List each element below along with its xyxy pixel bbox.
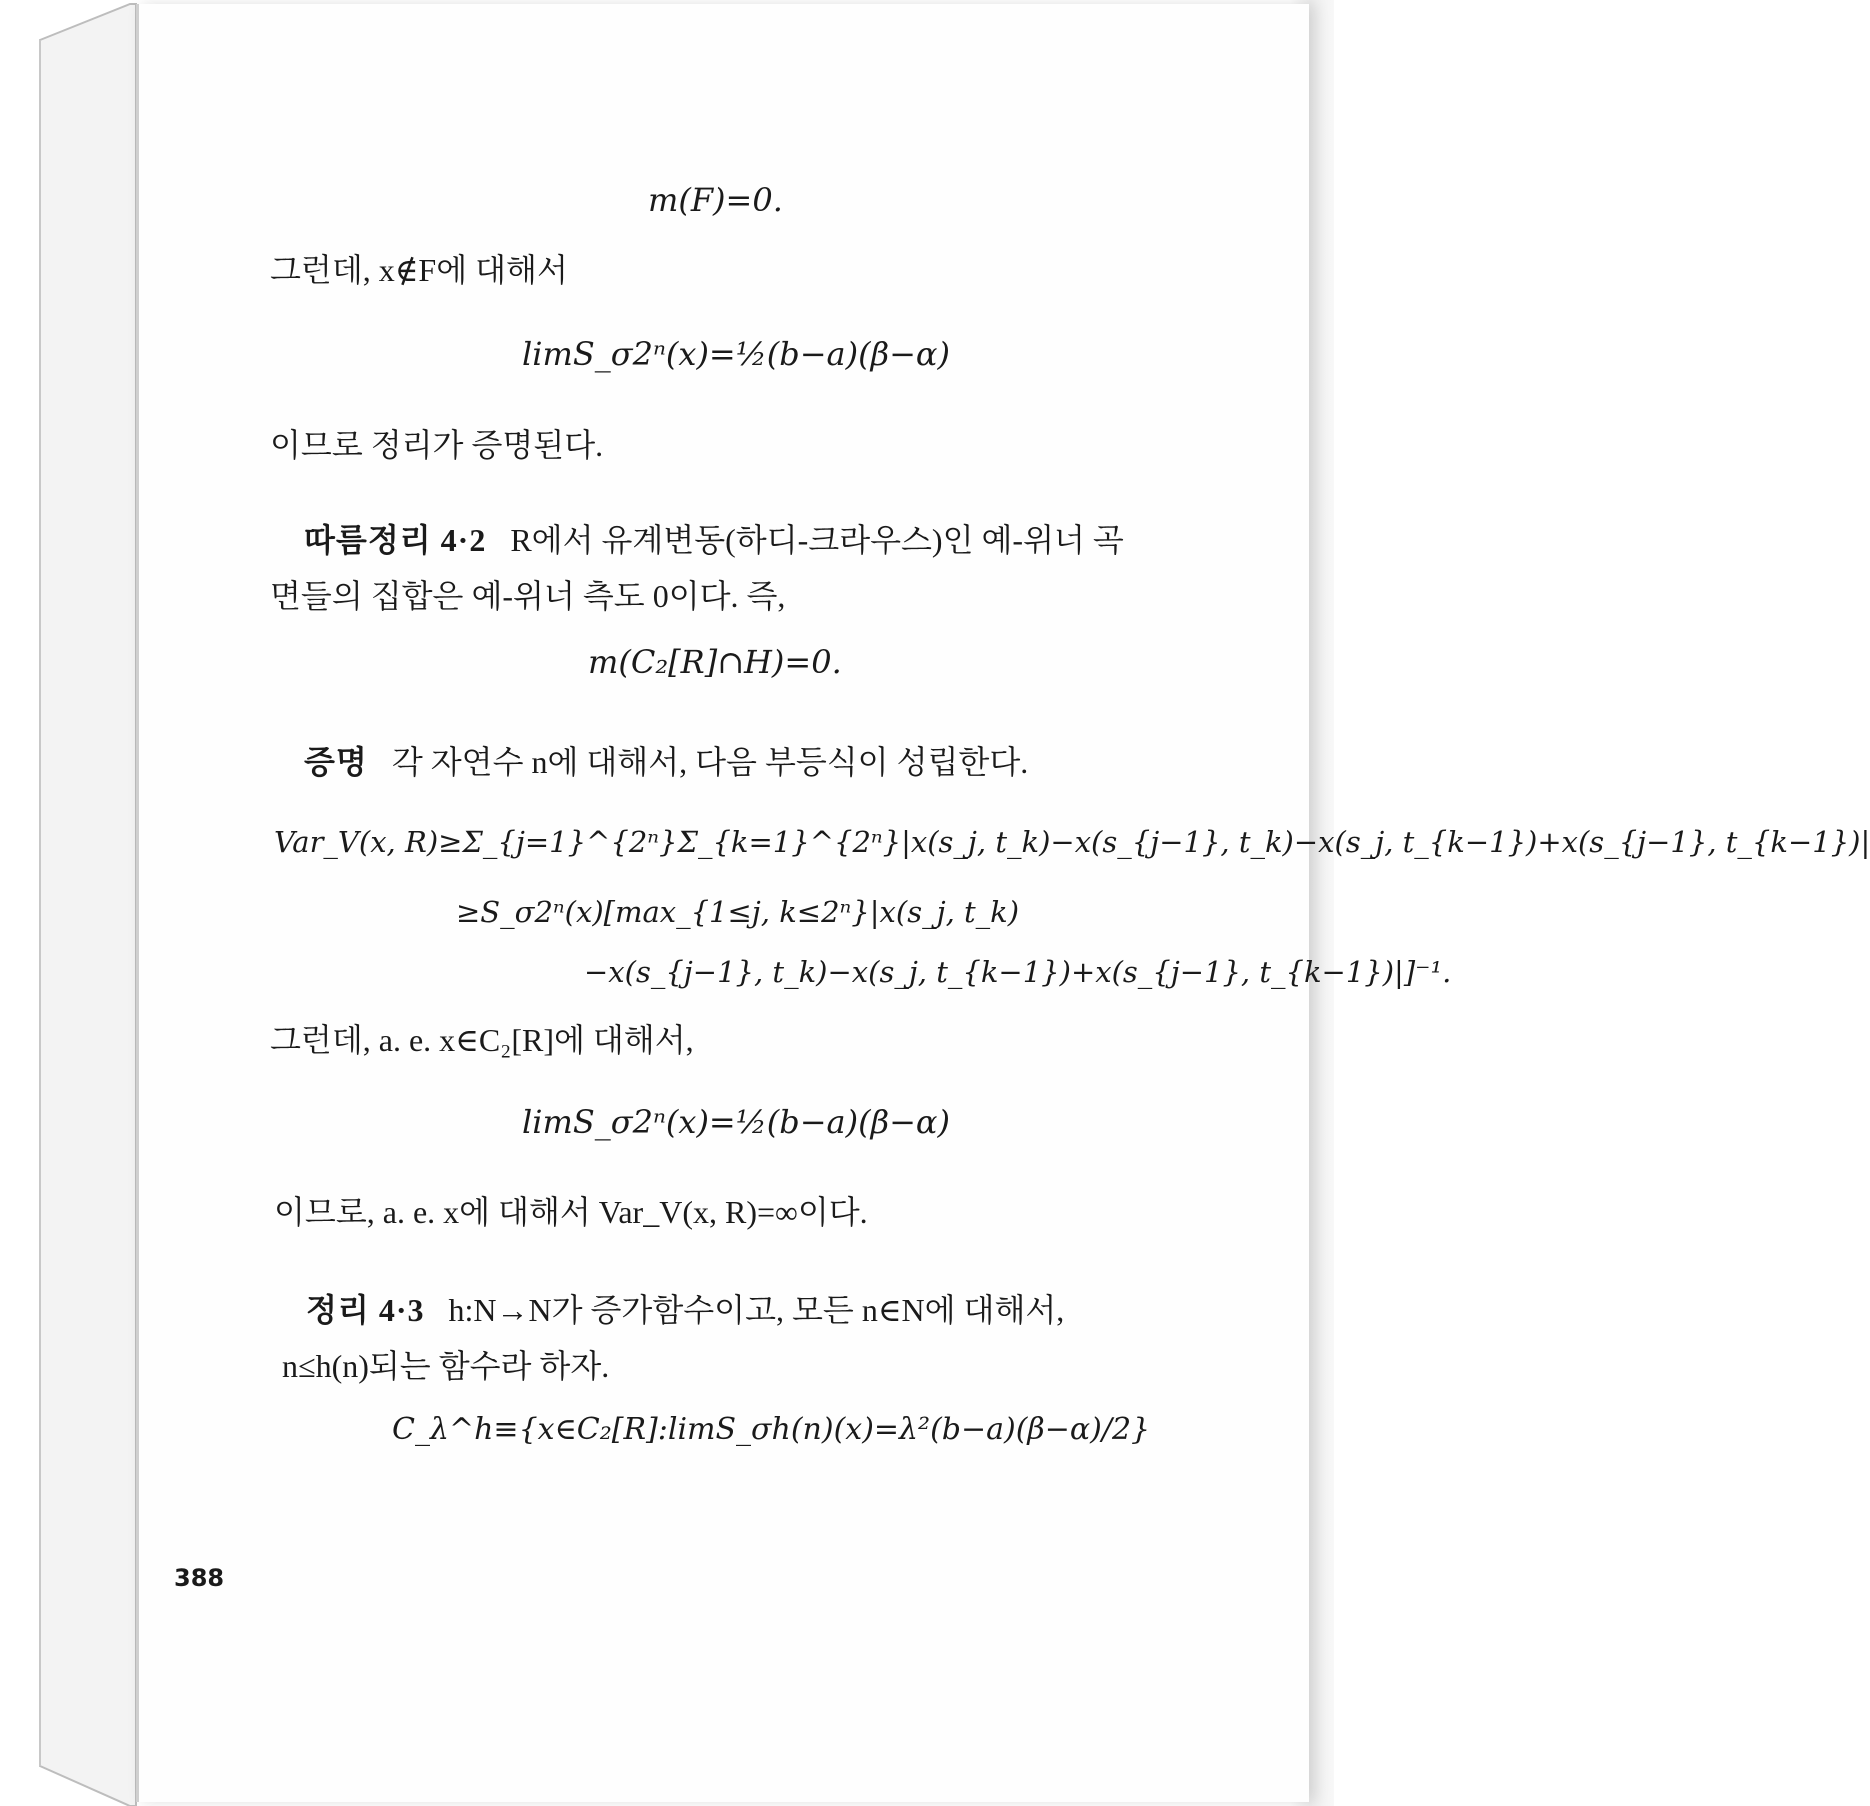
inequality-line-2: ≥S_σ2ⁿ(x)[max_{1≤j, k≤2ⁿ}|x(s_j, t_k): [456, 895, 1020, 929]
theorem-heading: 정리 4·3: [306, 1292, 425, 1328]
inequality-line-3: −x(s_{j−1}, t_k)−x(s_j, t_{k−1})+x(s_{j−1}, t_{k−1})|]⁻¹.: [584, 955, 1452, 989]
corollary-paragraph: [304, 520, 1124, 560]
inequality-line-1: Var_V(x, R)≥Σ_{j=1}^{2ⁿ}Σ_{k=1}^{2ⁿ}|x(s_j, t_k)−x(s_{j−1}, t_k)−x(s_j, t_{k−1})+x(s_{j−1}, t_{k−1})|: [274, 825, 1870, 859]
corollary-text-line-2: 면들의 집합은 예-위너 측도 0이다. 즉,: [270, 578, 786, 614]
paragraph-text: 이므로, a. e. x에 대해서 Var_V(x, R)=∞이다.: [274, 1194, 868, 1230]
equation-lim-1: limS_σ2ⁿ(x)=½(b−a)(β−α): [522, 335, 950, 373]
equation-lim-2: limS_σ2ⁿ(x)=½(b−a)(β−α): [522, 1103, 950, 1141]
theorem-paragraph: [306, 1290, 1064, 1330]
corollary-heading: 따름정리 4·2: [304, 522, 487, 558]
equation-m-f: m(F)=0.: [648, 181, 783, 219]
page-number: 388: [174, 1564, 225, 1592]
corollary-text: R에서 유계변동(하디-크라우스)인 예-위너 곡: [510, 522, 1124, 558]
proof-text: 각 자연수 n에 대해서, 다음 부등식이 성립한다.: [391, 744, 1029, 780]
book-spine: [0, 0, 140, 1806]
theorem-text: h:N→N가 증가함수이고, 모든 n∈N에 대해서,: [448, 1292, 1065, 1328]
paragraph-text: 이므로 정리가 증명된다.: [270, 427, 604, 463]
equation-m-c2: m(C₂[R]∩H)=0.: [588, 643, 842, 681]
proof-paragraph: [304, 742, 1028, 782]
equation-c-lambda: C_λ^h≡{x∈C₂[R]:limS_σh(n)(x)=λ²(b−a)(β−α)/2}: [392, 1412, 1151, 1447]
paragraph-text: 그런데, a. e. x∈C₂[R]에 대해서,: [270, 1022, 694, 1058]
paragraph-text: 그런데, x∉F에 대해서: [270, 252, 568, 288]
proof-heading: 증명: [304, 744, 368, 780]
theorem-text-line-2: n≤h(n)되는 함수라 하자.: [282, 1348, 610, 1384]
